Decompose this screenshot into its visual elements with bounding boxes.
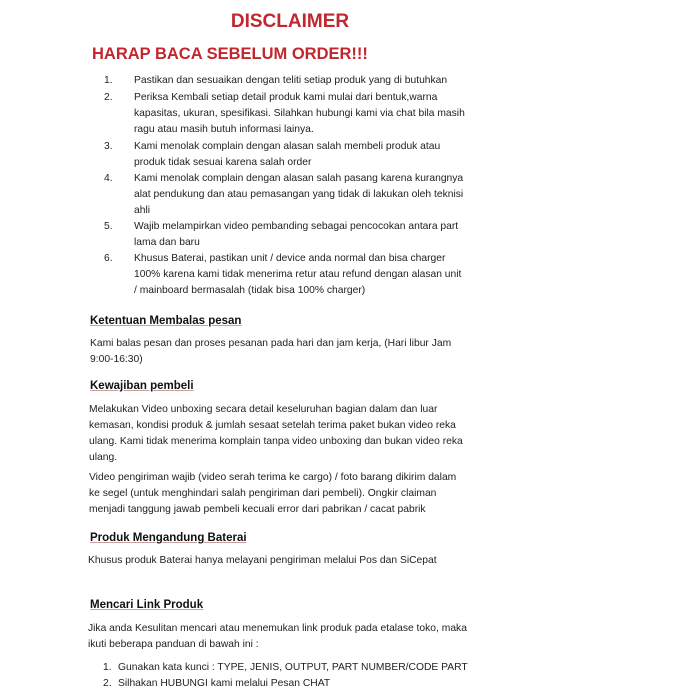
rule-line: produk tidak sesuai karena salah order [134,157,312,168]
rule-number: 6. [104,253,113,264]
buyer-line: kemasan, kondisi produk & jumlah sesaat setelah terima paket bukan video reka [89,420,456,431]
link-step-number: 1. [103,662,112,673]
rule-number: 2. [104,92,113,103]
reply-line: 9:00-16:30) [90,354,143,365]
rule-line: / mainboard bermasalah (tidak bisa 100% charger) [134,285,366,296]
link-heading: Mencari Link Produk [90,599,204,611]
reply-heading: Ketentuan Membalas pesan [90,315,242,327]
rule-line: Periksa Kembali setiap detail produk kami mulai dari bentuk,warna [134,92,438,103]
rule-line: Kami menolak complain dengan alasan salah pasang karena kurangnya [134,173,464,184]
reply-line: Kami balas pesan dan proses pesanan pada hari dan jam kerja, (Hari libur Jam [90,338,452,349]
order-warning-subtitle: HARAP BACA SEBELUM ORDER!!! [92,45,368,63]
link-line: ikuti beberapa panduan di bawah ini : [88,639,259,650]
buyer-line: ulang. [89,452,118,463]
rule-line: Khusus Baterai, pastikan unit / device anda normal dan bisa charger [134,253,446,264]
rule-line: ragu atau masih butuh informasi lainya. [134,124,314,135]
rule-line: 100% karena kami tidak menerima retur atau refund dengan alasan unit [134,269,462,280]
rule-line: Pastikan dan sesuaikan dengan teliti setiap produk yang di butuhkan [134,75,448,86]
rule-line: Kami menolak complain dengan alasan salah membeli produk atau [134,141,441,152]
disclaimer-title: DISCLAIMER [230,11,350,32]
rule-number: 4. [104,173,113,184]
rule-line: ahli [134,205,151,216]
rule-line: alat pendukung dan atau pemasangan yang tidak di lakukan oleh teknisi [134,189,464,200]
buyer-line: ke segel (untuk menghindari salah pengiriman dari pembeli). Ongkir claiman [89,488,437,499]
battery-line: Khusus produk Baterai hanya melayani pengiriman melalui Pos dan SiCepat [88,555,437,566]
rule-line: lama dan baru [134,237,200,248]
rule-line: Wajib melampirkan video pembanding sebagai pencocokan antara part [134,221,459,232]
link-step: Silhakan HUBUNGI kami melalui Pesan CHAT [118,678,331,689]
buyer-line: ulang. Kami tidak menerima komplain tanpa video unboxing dan bukan video reka [89,436,463,447]
rule-number: 5. [104,221,113,232]
link-step: Gunakan kata kunci : TYPE, JENIS, OUTPUT, PART NUMBER/CODE PART [118,662,468,673]
rule-number: 3. [104,141,113,152]
buyer-heading: Kewajiban pembeli [90,380,194,392]
rule-line: kapasitas, ukuran, spesifikasi. Silahkan hubungi kami via chat bila masih [134,108,465,119]
battery-heading: Produk Mengandung Baterai [90,532,247,544]
buyer-line: Video pengiriman wajib (video serah terima ke cargo) / foto barang dikirim dalam [89,472,457,483]
link-line: Jika anda Kesulitan mencari atau menemukan link produk pada etalase toko, maka [88,623,467,634]
buyer-line: Melakukan Video unboxing secara detail keseluruhan bagian dalam dan luar [89,404,438,415]
buyer-line: menjadi tanggung jawab pembeli kecuali error dari pabrikan / cacat pabrik [89,504,426,515]
link-step-number: 2. [103,678,112,689]
rule-number: 1. [104,75,113,86]
